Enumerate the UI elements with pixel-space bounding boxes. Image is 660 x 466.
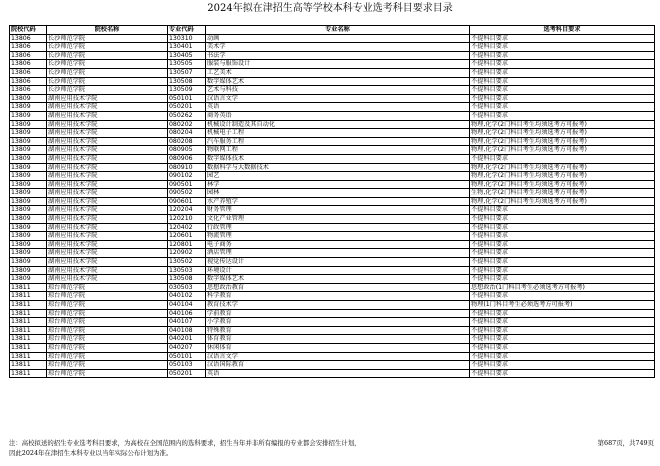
cell-subject-requirement: 不提科目要求 [470, 77, 655, 86]
cell-major-name: 财务管理 [206, 206, 470, 215]
table-header-row [10, 26, 655, 35]
cell-school-code: 13806 [10, 60, 47, 69]
table-row [10, 369, 655, 378]
cell-subject-requirement: 不提科目要求 [470, 369, 655, 378]
table-row [10, 343, 655, 352]
table-row [10, 146, 655, 155]
cell-school-code: 13809 [10, 197, 47, 206]
cell-subject-requirement: 不提科目要求 [470, 326, 655, 335]
cell-school-name: 长沙师范学院 [47, 34, 168, 43]
cell-school-code: 13806 [10, 86, 47, 95]
table-row [10, 129, 655, 138]
cell-major-code: 130401 [168, 43, 206, 52]
cell-school-code: 13806 [10, 77, 47, 86]
cell-school-code: 13809 [10, 249, 47, 258]
cell-school-code: 13806 [10, 34, 47, 43]
header-major-code: 专业代码 [168, 26, 206, 35]
cell-subject-requirement: 不提科目要求 [470, 275, 655, 284]
cell-major-code: 130508 [168, 77, 206, 86]
table-row [10, 34, 655, 43]
cell-school-name: 湖南应用技术学院 [47, 120, 168, 129]
cell-major-name: 机械设计制造及其自动化 [206, 120, 470, 129]
table-row [10, 292, 655, 301]
cell-subject-requirement: 不提科目要求 [470, 335, 655, 344]
cell-subject-requirement: 不提科目要求 [470, 60, 655, 69]
cell-school-name: 琼台师范学院 [47, 318, 168, 327]
table-row [10, 111, 655, 120]
cell-major-code: 050201 [168, 369, 206, 378]
cell-school-code: 13809 [10, 129, 47, 138]
cell-school-name: 湖南应用技术学院 [47, 206, 168, 215]
cell-subject-requirement: 物理,化学(2门科目考生均须选考方可报考) [470, 180, 655, 189]
cell-school-code: 13811 [10, 292, 47, 301]
cell-major-code: 050101 [168, 94, 206, 103]
cell-school-name: 湖南应用技术学院 [47, 249, 168, 258]
cell-school-code: 13811 [10, 326, 47, 335]
cell-school-name: 湖南应用技术学院 [47, 215, 168, 224]
cell-school-name: 琼台师范学院 [47, 343, 168, 352]
cell-major-code: 080906 [168, 154, 206, 163]
cell-major-name: 工艺美术 [206, 68, 470, 77]
table-row [10, 94, 655, 103]
cell-subject-requirement: 不提科目要求 [470, 215, 655, 224]
cell-school-name: 湖南应用技术学院 [47, 189, 168, 198]
cell-subject-requirement: 不提科目要求 [470, 249, 655, 258]
table-row [10, 103, 655, 112]
cell-subject-requirement: 不提科目要求 [470, 352, 655, 361]
table-body [10, 34, 655, 378]
table-row [10, 86, 655, 95]
cell-major-name: 数字媒体艺术 [206, 77, 470, 86]
cell-subject-requirement: 不提科目要求 [470, 318, 655, 327]
cell-major-code: 130405 [168, 51, 206, 60]
cell-school-name: 琼台师范学院 [47, 326, 168, 335]
cell-school-code: 13806 [10, 51, 47, 60]
footer-note-line1: 注：高校拟送的招生专业选考科目要求，为高校在全国范围内的选科要求，招生当年并非所有编报的专业都会安排招生计划， [9, 439, 361, 447]
cell-school-code: 13811 [10, 318, 47, 327]
cell-school-name: 琼台师范学院 [47, 361, 168, 370]
cell-subject-requirement: 不提科目要求 [470, 361, 655, 370]
page-title: 2024年拟在津招生高等学校本科专业选考科目要求目录 [207, 3, 453, 14]
cell-major-code: 040207 [168, 343, 206, 352]
cell-major-code: 080910 [168, 163, 206, 172]
cell-major-name: 数字媒体技术 [206, 154, 470, 163]
cell-major-name: 动画 [206, 34, 470, 43]
table-row [10, 352, 655, 361]
cell-school-name: 琼台师范学院 [47, 335, 168, 344]
cell-school-code: 13806 [10, 68, 47, 77]
cell-major-code: 120402 [168, 223, 206, 232]
table-row [10, 120, 655, 129]
cell-subject-requirement: 不提科目要求 [470, 223, 655, 232]
cell-subject-requirement: 物理,化学(2门科目考生均须选考方可报考) [470, 163, 655, 172]
cell-school-code: 13809 [10, 180, 47, 189]
cell-school-name: 琼台师范学院 [47, 369, 168, 378]
cell-major-name: 园林 [206, 189, 470, 198]
cell-school-name: 长沙师范学院 [47, 43, 168, 52]
cell-school-name: 湖南应用技术学院 [47, 103, 168, 112]
cell-school-name: 湖南应用技术学院 [47, 266, 168, 275]
cell-school-name: 湖南应用技术学院 [47, 258, 168, 267]
cell-school-name: 湖南应用技术学院 [47, 172, 168, 181]
cell-school-code: 13811 [10, 309, 47, 318]
cell-major-name: 环境设计 [206, 266, 470, 275]
cell-major-name: 服装与服饰设计 [206, 60, 470, 69]
requirements-table [9, 25, 655, 378]
cell-major-code: 040107 [168, 318, 206, 327]
cell-subject-requirement: 物理,化学(2门科目考生均须选考方可报考) [470, 129, 655, 138]
cell-school-code: 13809 [10, 232, 47, 241]
cell-school-name: 湖南应用技术学院 [47, 240, 168, 249]
table-row [10, 232, 655, 241]
cell-major-name: 水产养殖学 [206, 197, 470, 206]
cell-subject-requirement: 不提科目要求 [470, 309, 655, 318]
cell-school-name: 湖南应用技术学院 [47, 232, 168, 241]
table-row [10, 43, 655, 52]
cell-school-code: 13809 [10, 266, 47, 275]
cell-school-code: 13811 [10, 369, 47, 378]
table-row [10, 275, 655, 284]
table-row [10, 249, 655, 258]
cell-major-name: 汉语国际教育 [206, 361, 470, 370]
cell-major-code: 130503 [168, 266, 206, 275]
cell-major-code: 040201 [168, 335, 206, 344]
cell-school-name: 湖南应用技术学院 [47, 111, 168, 120]
cell-major-name: 特殊教育 [206, 326, 470, 335]
cell-major-name: 科学教育 [206, 292, 470, 301]
table-row [10, 309, 655, 318]
cell-school-code: 13809 [10, 111, 47, 120]
cell-school-name: 长沙师范学院 [47, 86, 168, 95]
cell-major-code: 120601 [168, 232, 206, 241]
cell-school-name: 湖南应用技术学院 [47, 94, 168, 103]
cell-major-code: 120204 [168, 206, 206, 215]
cell-school-code: 13809 [10, 258, 47, 267]
cell-major-code: 040108 [168, 326, 206, 335]
cell-school-code: 13809 [10, 275, 47, 284]
cell-major-name: 教育技术学 [206, 301, 470, 310]
cell-major-name: 小学教育 [206, 318, 470, 327]
cell-school-code: 13811 [10, 335, 47, 344]
table-row [10, 335, 655, 344]
cell-major-code: 040104 [168, 301, 206, 310]
table-row [10, 68, 655, 77]
cell-school-name: 琼台师范学院 [47, 292, 168, 301]
cell-major-code: 120801 [168, 240, 206, 249]
cell-major-code: 080905 [168, 146, 206, 155]
cell-school-name: 琼台师范学院 [47, 283, 168, 292]
cell-school-code: 13809 [10, 163, 47, 172]
cell-subject-requirement: 不提科目要求 [470, 103, 655, 112]
table-row [10, 361, 655, 370]
cell-major-code: 030503 [168, 283, 206, 292]
cell-major-code: 090501 [168, 180, 206, 189]
cell-major-code: 080204 [168, 129, 206, 138]
cell-major-name: 林学 [206, 180, 470, 189]
cell-school-name: 湖南应用技术学院 [47, 275, 168, 284]
cell-school-code: 13806 [10, 43, 47, 52]
cell-school-name: 湖南应用技术学院 [47, 129, 168, 138]
cell-major-code: 130508 [168, 275, 206, 284]
table-row [10, 172, 655, 181]
cell-school-name: 长沙师范学院 [47, 68, 168, 77]
cell-school-code: 13809 [10, 172, 47, 181]
cell-school-code: 13809 [10, 120, 47, 129]
cell-major-name: 物流管理 [206, 232, 470, 241]
cell-subject-requirement: 不提科目要求 [470, 206, 655, 215]
cell-major-code: 120210 [168, 215, 206, 224]
cell-major-name: 电子商务 [206, 240, 470, 249]
cell-school-name: 长沙师范学院 [47, 77, 168, 86]
cell-subject-requirement: 不提科目要求 [470, 43, 655, 52]
footer-note-line2: 因此2024年在津招生本科专业以当年实际公布计划为准。 [9, 449, 173, 457]
cell-major-code: 040102 [168, 292, 206, 301]
table-row [10, 60, 655, 69]
cell-school-code: 13809 [10, 94, 47, 103]
table-row [10, 154, 655, 163]
cell-major-code: 130505 [168, 60, 206, 69]
cell-subject-requirement: 生物,化学(2门科目考生均须选考方可报考) [470, 189, 655, 198]
table-row [10, 77, 655, 86]
cell-major-name: 艺术与科技 [206, 86, 470, 95]
cell-major-name: 英语 [206, 103, 470, 112]
table-row [10, 240, 655, 249]
cell-major-name: 汉语言文学 [206, 352, 470, 361]
cell-school-name: 湖南应用技术学院 [47, 223, 168, 232]
cell-major-name: 体育教育 [206, 335, 470, 344]
cell-major-code: 050201 [168, 103, 206, 112]
cell-major-code: 130509 [168, 86, 206, 95]
cell-school-code: 13809 [10, 206, 47, 215]
cell-major-name: 思想政治教育 [206, 283, 470, 292]
table-row [10, 301, 655, 310]
table-row [10, 197, 655, 206]
table-row [10, 318, 655, 327]
cell-subject-requirement: 不提科目要求 [470, 292, 655, 301]
cell-school-code: 13809 [10, 103, 47, 112]
cell-major-code: 080208 [168, 137, 206, 146]
cell-subject-requirement: 物理,化学(2门科目考生均须选考方可报考) [470, 197, 655, 206]
cell-school-name: 湖南应用技术学院 [47, 146, 168, 155]
cell-school-name: 湖南应用技术学院 [47, 180, 168, 189]
cell-subject-requirement: 不提科目要求 [470, 266, 655, 275]
cell-school-name: 琼台师范学院 [47, 301, 168, 310]
table-row [10, 137, 655, 146]
cell-major-name: 行政管理 [206, 223, 470, 232]
cell-school-code: 13811 [10, 352, 47, 361]
cell-subject-requirement: 不提科目要求 [470, 86, 655, 95]
cell-school-name: 琼台师范学院 [47, 352, 168, 361]
footer [9, 438, 654, 458]
cell-major-name: 数字媒体艺术 [206, 275, 470, 284]
cell-major-code: 130502 [168, 258, 206, 267]
cell-major-code: 040106 [168, 309, 206, 318]
cell-school-code: 13811 [10, 343, 47, 352]
cell-school-name: 湖南应用技术学院 [47, 197, 168, 206]
header-school-code: 院校代码 [10, 26, 47, 35]
cell-subject-requirement: 物理(1门科目考生必须选考方可报考) [470, 301, 655, 310]
cell-school-name: 湖南应用技术学院 [47, 154, 168, 163]
cell-subject-requirement: 物理,化学(2门科目考生均须选考方可报考) [470, 137, 655, 146]
cell-major-name: 汽车服务工程 [206, 137, 470, 146]
cell-subject-requirement: 不提科目要求 [470, 34, 655, 43]
cell-major-name: 汉语言文学 [206, 94, 470, 103]
cell-school-name: 长沙师范学院 [47, 51, 168, 60]
cell-school-code: 13811 [10, 283, 47, 292]
cell-subject-requirement: 物理,化学(2门科目考生均须选考方可报考) [470, 146, 655, 155]
table-row [10, 189, 655, 198]
cell-school-code: 13809 [10, 223, 47, 232]
table-row [10, 180, 655, 189]
cell-major-name: 机械电子工程 [206, 129, 470, 138]
cell-major-code: 120902 [168, 249, 206, 258]
cell-subject-requirement: 不提科目要求 [470, 51, 655, 60]
cell-school-code: 13809 [10, 189, 47, 198]
table-row [10, 326, 655, 335]
cell-subject-requirement: 不提科目要求 [470, 240, 655, 249]
cell-major-name: 书法学 [206, 51, 470, 60]
table-row [10, 163, 655, 172]
cell-school-name: 琼台师范学院 [47, 309, 168, 318]
page-number: 第687页，共749页 [597, 439, 654, 447]
cell-subject-requirement: 不提科目要求 [470, 343, 655, 352]
cell-subject-requirement: 不提科目要求 [470, 94, 655, 103]
cell-major-name: 酒店管理 [206, 249, 470, 258]
table-row [10, 223, 655, 232]
cell-major-code: 090502 [168, 189, 206, 198]
table-row [10, 283, 655, 292]
cell-major-name: 园艺 [206, 172, 470, 181]
table-row [10, 258, 655, 267]
cell-subject-requirement: 不提科目要求 [470, 154, 655, 163]
cell-major-code: 050103 [168, 361, 206, 370]
cell-major-code: 050101 [168, 352, 206, 361]
table-row [10, 215, 655, 224]
cell-major-code: 050262 [168, 111, 206, 120]
header-school-name: 院校名称 [47, 26, 168, 35]
cell-major-code: 090102 [168, 172, 206, 181]
header-subject-requirement: 选考科目要求 [470, 26, 655, 35]
cell-subject-requirement: 思想政治(1门科目考生必须选考方可报考) [470, 283, 655, 292]
cell-major-name: 美术学 [206, 43, 470, 52]
cell-school-code: 13811 [10, 361, 47, 370]
header-major-name: 专业名称 [206, 26, 470, 35]
cell-major-name: 商务英语 [206, 111, 470, 120]
cell-major-name: 休闲体育 [206, 343, 470, 352]
cell-major-code: 090601 [168, 197, 206, 206]
cell-school-name: 湖南应用技术学院 [47, 137, 168, 146]
table-row [10, 266, 655, 275]
cell-subject-requirement: 不提科目要求 [470, 68, 655, 77]
cell-major-code: 080202 [168, 120, 206, 129]
cell-major-code: 130310 [168, 34, 206, 43]
cell-subject-requirement: 不提科目要求 [470, 258, 655, 267]
cell-school-code: 13809 [10, 137, 47, 146]
cell-school-code: 13809 [10, 215, 47, 224]
cell-subject-requirement: 不提科目要求 [470, 111, 655, 120]
cell-school-code: 13811 [10, 301, 47, 310]
cell-school-name: 长沙师范学院 [47, 60, 168, 69]
cell-subject-requirement: 不提科目要求 [470, 232, 655, 241]
cell-major-name: 英语 [206, 369, 470, 378]
cell-school-code: 13809 [10, 154, 47, 163]
cell-major-name: 视觉传达设计 [206, 258, 470, 267]
cell-major-name: 物联网工程 [206, 146, 470, 155]
cell-major-name: 数据科学与大数据技术 [206, 163, 470, 172]
cell-subject-requirement: 物理,化学(2门科目考生均须选考方可报考) [470, 120, 655, 129]
cell-school-code: 13809 [10, 146, 47, 155]
cell-school-code: 13809 [10, 240, 47, 249]
cell-major-name: 文化产业管理 [206, 215, 470, 224]
cell-major-code: 130507 [168, 68, 206, 77]
cell-school-name: 湖南应用技术学院 [47, 163, 168, 172]
table-row [10, 51, 655, 60]
cell-major-name: 学前教育 [206, 309, 470, 318]
cell-subject-requirement: 物理,化学(2门科目考生均须选考方可报考) [470, 172, 655, 181]
table-row [10, 206, 655, 215]
